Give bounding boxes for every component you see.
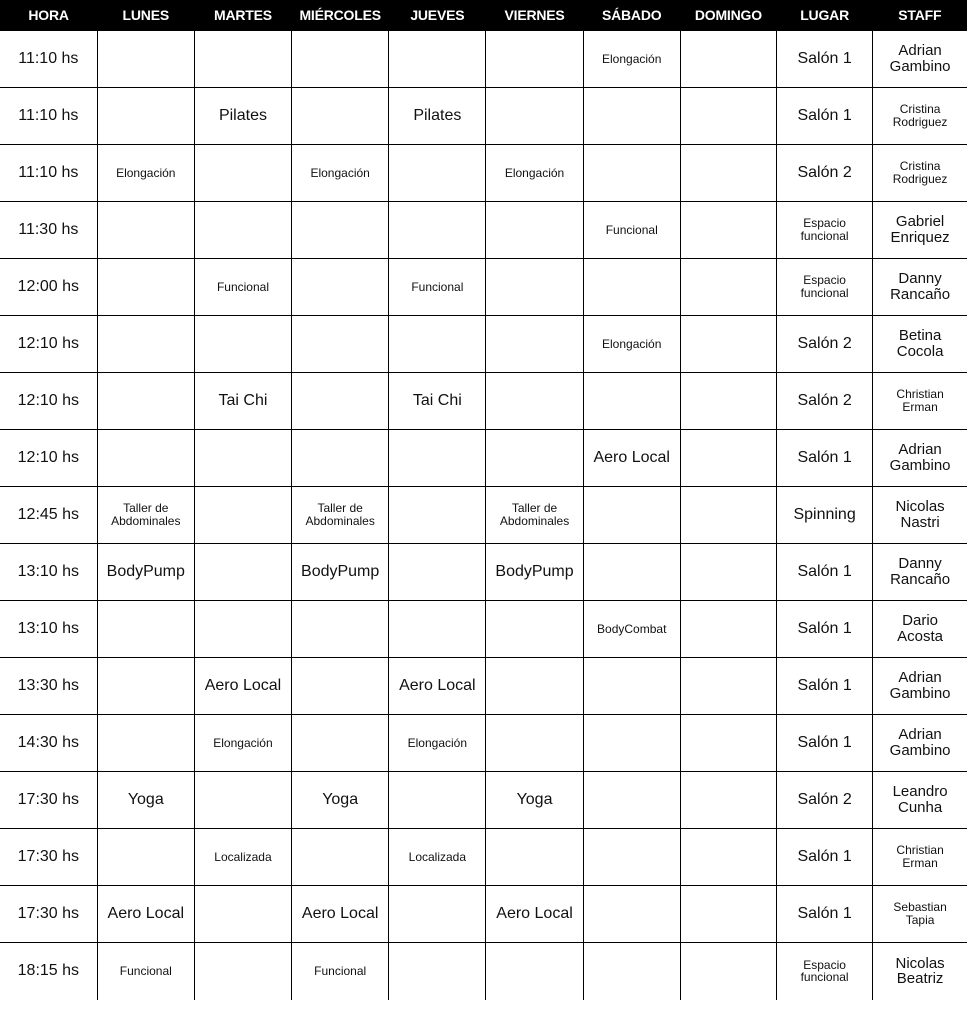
cell-viernes: Elongación <box>486 145 583 202</box>
cell-lunes <box>97 259 194 316</box>
cell-sabado <box>583 658 680 715</box>
cell-lugar: Salón 1 <box>777 601 873 658</box>
cell-lugar: Salón 1 <box>777 430 873 487</box>
cell-sabado <box>583 487 680 544</box>
cell-domingo <box>680 601 776 658</box>
cell-lugar: Espacio funcional <box>777 259 873 316</box>
cell-viernes <box>486 31 583 88</box>
header-sabado: SÁBADO <box>583 0 680 31</box>
cell-lugar: Salón 2 <box>777 772 873 829</box>
cell-jueves <box>389 772 486 829</box>
cell-lunes: Funcional <box>97 943 194 1000</box>
cell-martes <box>194 316 291 373</box>
cell-jueves <box>389 943 486 1000</box>
cell-lunes <box>97 88 194 145</box>
table-row <box>0 88 967 145</box>
cell-hora: 11:10 hs <box>0 88 97 145</box>
cell-miercoles <box>292 715 389 772</box>
cell-viernes <box>486 259 583 316</box>
cell-viernes: Taller de Abdominales <box>486 487 583 544</box>
cell-staff: Sebastian Tapia <box>873 886 967 943</box>
cell-staff: Betina Cocola <box>873 316 967 373</box>
cell-lugar: Salón 1 <box>777 715 873 772</box>
cell-hora: 13:30 hs <box>0 658 97 715</box>
cell-viernes <box>486 829 583 886</box>
cell-martes <box>194 601 291 658</box>
cell-hora: 11:10 hs <box>0 145 97 202</box>
table-row <box>0 886 967 943</box>
cell-lugar: Salón 2 <box>777 145 873 202</box>
header-lugar: LUGAR <box>777 0 873 31</box>
cell-lugar: Spinning <box>777 487 873 544</box>
table-row <box>0 31 967 88</box>
cell-viernes: Yoga <box>486 772 583 829</box>
cell-staff: Dario Acosta <box>873 601 967 658</box>
cell-viernes <box>486 658 583 715</box>
cell-staff: Adrian Gambino <box>873 31 967 88</box>
cell-staff: Nicolas Beatriz <box>873 943 967 1000</box>
cell-martes: Localizada <box>194 829 291 886</box>
cell-sabado <box>583 88 680 145</box>
cell-domingo <box>680 430 776 487</box>
cell-sabado <box>583 943 680 1000</box>
cell-lunes: BodyPump <box>97 544 194 601</box>
cell-lunes <box>97 658 194 715</box>
table-row <box>0 772 967 829</box>
cell-martes: Elongación <box>194 715 291 772</box>
cell-hora: 12:10 hs <box>0 430 97 487</box>
cell-jueves: Funcional <box>389 259 486 316</box>
cell-miercoles: Yoga <box>292 772 389 829</box>
cell-lunes: Yoga <box>97 772 194 829</box>
cell-lugar: Salón 1 <box>777 829 873 886</box>
cell-lunes <box>97 202 194 259</box>
cell-lugar: Salón 2 <box>777 373 873 430</box>
table-row <box>0 544 967 601</box>
cell-lunes <box>97 601 194 658</box>
cell-miercoles <box>292 202 389 259</box>
cell-miercoles <box>292 829 389 886</box>
cell-lunes <box>97 430 194 487</box>
header-staff: STAFF <box>873 0 967 31</box>
cell-sabado <box>583 145 680 202</box>
cell-miercoles <box>292 601 389 658</box>
table-row <box>0 202 967 259</box>
cell-lunes: Elongación <box>97 145 194 202</box>
cell-domingo <box>680 202 776 259</box>
cell-hora: 17:30 hs <box>0 772 97 829</box>
cell-miercoles: Elongación <box>292 145 389 202</box>
cell-viernes <box>486 943 583 1000</box>
cell-sabado <box>583 829 680 886</box>
cell-sabado: Funcional <box>583 202 680 259</box>
cell-domingo <box>680 886 776 943</box>
cell-miercoles <box>292 658 389 715</box>
cell-sabado: Aero Local <box>583 430 680 487</box>
table-row <box>0 487 967 544</box>
cell-jueves: Elongación <box>389 715 486 772</box>
cell-domingo <box>680 829 776 886</box>
cell-lugar: Espacio funcional <box>777 943 873 1000</box>
cell-miercoles: Aero Local <box>292 886 389 943</box>
cell-jueves: Localizada <box>389 829 486 886</box>
cell-jueves <box>389 886 486 943</box>
cell-sabado <box>583 544 680 601</box>
header-row <box>0 0 967 31</box>
cell-miercoles <box>292 259 389 316</box>
cell-jueves: Pilates <box>389 88 486 145</box>
cell-jueves <box>389 430 486 487</box>
cell-viernes <box>486 601 583 658</box>
cell-jueves: Tai Chi <box>389 373 486 430</box>
cell-lugar: Salón 1 <box>777 88 873 145</box>
cell-domingo <box>680 772 776 829</box>
cell-lugar: Salón 1 <box>777 544 873 601</box>
table-row <box>0 259 967 316</box>
cell-domingo <box>680 373 776 430</box>
cell-lunes <box>97 829 194 886</box>
cell-sabado: BodyCombat <box>583 601 680 658</box>
cell-viernes <box>486 715 583 772</box>
cell-domingo <box>680 658 776 715</box>
cell-martes: Aero Local <box>194 658 291 715</box>
cell-staff: Cristina Rodriguez <box>873 88 967 145</box>
cell-sabado <box>583 373 680 430</box>
cell-staff: Christian Erman <box>873 373 967 430</box>
cell-lugar: Salón 2 <box>777 316 873 373</box>
cell-sabado <box>583 259 680 316</box>
cell-domingo <box>680 715 776 772</box>
cell-miercoles: Funcional <box>292 943 389 1000</box>
cell-staff: Nicolas Nastri <box>873 487 967 544</box>
cell-hora: 12:10 hs <box>0 373 97 430</box>
cell-miercoles <box>292 31 389 88</box>
cell-domingo <box>680 88 776 145</box>
cell-jueves <box>389 31 486 88</box>
schedule-header <box>0 0 967 31</box>
cell-lunes <box>97 373 194 430</box>
cell-jueves <box>389 202 486 259</box>
cell-hora: 12:00 hs <box>0 259 97 316</box>
table-row <box>0 601 967 658</box>
table-row <box>0 943 967 1000</box>
table-row <box>0 373 967 430</box>
header-martes: MARTES <box>194 0 291 31</box>
cell-lunes <box>97 31 194 88</box>
cell-lunes <box>97 316 194 373</box>
cell-miercoles <box>292 316 389 373</box>
header-hora: HORA <box>0 0 97 31</box>
cell-jueves <box>389 601 486 658</box>
cell-lunes: Aero Local <box>97 886 194 943</box>
cell-sabado <box>583 772 680 829</box>
table-row <box>0 715 967 772</box>
cell-jueves <box>389 145 486 202</box>
cell-hora: 17:30 hs <box>0 886 97 943</box>
cell-jueves: Aero Local <box>389 658 486 715</box>
cell-martes <box>194 145 291 202</box>
table-row <box>0 658 967 715</box>
cell-domingo <box>680 544 776 601</box>
cell-jueves <box>389 544 486 601</box>
cell-staff: Adrian Gambino <box>873 430 967 487</box>
cell-sabado <box>583 715 680 772</box>
table-row <box>0 829 967 886</box>
cell-martes <box>194 487 291 544</box>
cell-martes: Funcional <box>194 259 291 316</box>
cell-lugar: Salón 1 <box>777 31 873 88</box>
cell-lugar: Espacio funcional <box>777 202 873 259</box>
cell-domingo <box>680 259 776 316</box>
cell-martes <box>194 430 291 487</box>
cell-sabado: Elongación <box>583 316 680 373</box>
cell-martes <box>194 202 291 259</box>
cell-viernes: BodyPump <box>486 544 583 601</box>
header-lunes: LUNES <box>97 0 194 31</box>
cell-viernes <box>486 88 583 145</box>
header-domingo: DOMINGO <box>680 0 776 31</box>
cell-hora: 13:10 hs <box>0 544 97 601</box>
table-row <box>0 430 967 487</box>
cell-viernes <box>486 430 583 487</box>
cell-hora: 12:10 hs <box>0 316 97 373</box>
cell-staff: Danny Rancaño <box>873 544 967 601</box>
cell-hora: 11:30 hs <box>0 202 97 259</box>
cell-hora: 13:10 hs <box>0 601 97 658</box>
cell-martes: Tai Chi <box>194 373 291 430</box>
cell-hora: 17:30 hs <box>0 829 97 886</box>
cell-jueves <box>389 316 486 373</box>
cell-miercoles <box>292 88 389 145</box>
cell-hora: 14:30 hs <box>0 715 97 772</box>
cell-martes: Pilates <box>194 88 291 145</box>
cell-viernes <box>486 373 583 430</box>
cell-staff: Danny Rancaño <box>873 259 967 316</box>
cell-lugar: Salón 1 <box>777 886 873 943</box>
cell-miercoles <box>292 373 389 430</box>
cell-domingo <box>680 487 776 544</box>
cell-sabado <box>583 886 680 943</box>
cell-viernes <box>486 202 583 259</box>
cell-lunes: Taller de Abdominales <box>97 487 194 544</box>
table-row <box>0 145 967 202</box>
cell-miercoles <box>292 430 389 487</box>
cell-domingo <box>680 316 776 373</box>
cell-martes <box>194 544 291 601</box>
cell-domingo <box>680 943 776 1000</box>
cell-miercoles: BodyPump <box>292 544 389 601</box>
cell-staff: Adrian Gambino <box>873 715 967 772</box>
header-viernes: VIERNES <box>486 0 583 31</box>
cell-martes <box>194 886 291 943</box>
schedule-body <box>0 31 967 1000</box>
cell-viernes <box>486 316 583 373</box>
cell-staff: Adrian Gambino <box>873 658 967 715</box>
cell-martes <box>194 772 291 829</box>
cell-lugar: Salón 1 <box>777 658 873 715</box>
cell-hora: 18:15 hs <box>0 943 97 1000</box>
header-jueves: JUEVES <box>389 0 486 31</box>
cell-martes <box>194 943 291 1000</box>
cell-viernes: Aero Local <box>486 886 583 943</box>
cell-staff: Christian Erman <box>873 829 967 886</box>
cell-jueves <box>389 487 486 544</box>
cell-staff: Cristina Rodriguez <box>873 145 967 202</box>
cell-domingo <box>680 145 776 202</box>
cell-staff: Gabriel Enriquez <box>873 202 967 259</box>
cell-hora: 11:10 hs <box>0 31 97 88</box>
cell-staff: Leandro Cunha <box>873 772 967 829</box>
table-row <box>0 316 967 373</box>
cell-sabado: Elongación <box>583 31 680 88</box>
cell-miercoles: Taller de Abdominales <box>292 487 389 544</box>
cell-hora: 12:45 hs <box>0 487 97 544</box>
cell-domingo <box>680 31 776 88</box>
cell-lunes <box>97 715 194 772</box>
header-miercoles: MIÉRCOLES <box>292 0 389 31</box>
cell-martes <box>194 31 291 88</box>
